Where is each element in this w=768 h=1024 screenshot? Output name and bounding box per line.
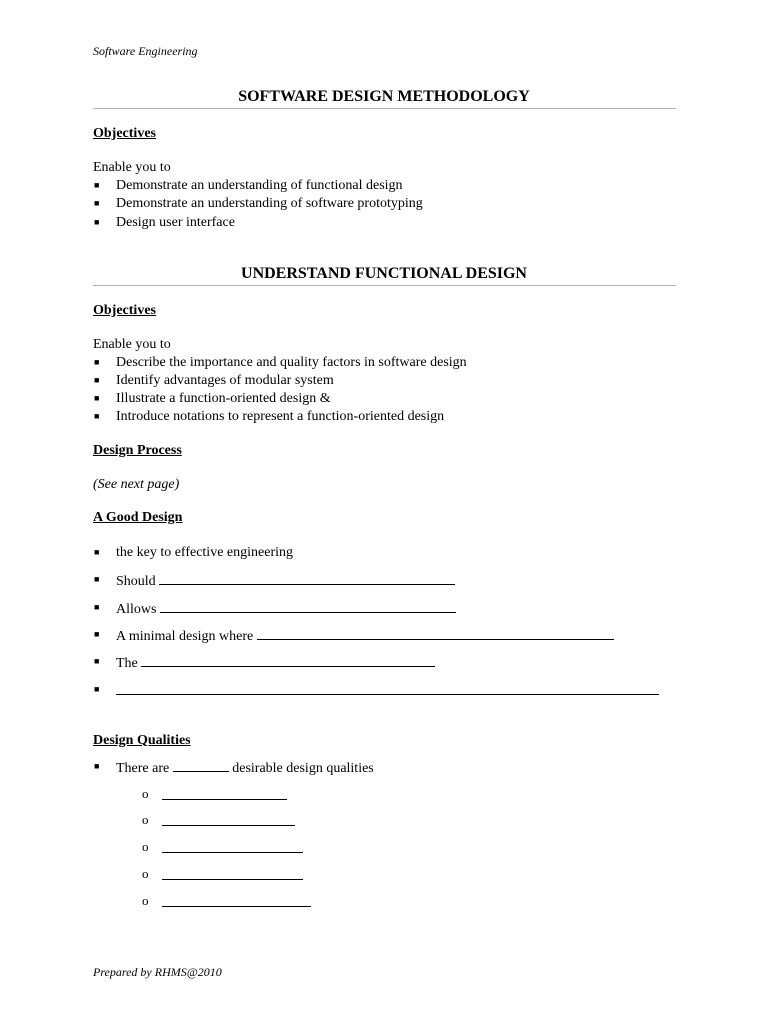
fill-in-blank bbox=[162, 840, 303, 853]
quality-blank-item bbox=[162, 787, 287, 805]
objective-item: Design user interface bbox=[116, 215, 235, 230]
objective-item: Illustrate a function-oriented design & bbox=[116, 391, 331, 406]
good-design-item: A minimal design where bbox=[116, 627, 614, 645]
qualities-intro: There are desirable design qualities bbox=[116, 761, 374, 776]
bullet-icon: ■ bbox=[94, 180, 100, 190]
good-design-heading: A Good Design bbox=[93, 510, 183, 525]
design-qualities-heading: Design Qualities bbox=[93, 733, 191, 748]
bullet-icon: ■ bbox=[94, 602, 100, 612]
objectives-heading-1: Objectives bbox=[93, 126, 156, 141]
bullet-icon: ■ bbox=[94, 656, 100, 666]
title-rule-1 bbox=[93, 108, 676, 109]
fill-in-blank bbox=[141, 654, 435, 667]
bullet-icon: ■ bbox=[94, 375, 100, 385]
circle-bullet-icon: o bbox=[142, 786, 149, 801]
fill-in-blank bbox=[162, 894, 311, 907]
bullet-icon: ■ bbox=[94, 547, 100, 557]
running-header: Software Engineering bbox=[93, 44, 198, 58]
circle-bullet-icon: o bbox=[142, 866, 149, 881]
fill-in-blank bbox=[116, 682, 659, 695]
objectives-intro-2: Enable you to bbox=[93, 337, 171, 352]
page-footer: Prepared by RHMS@2010 bbox=[93, 965, 222, 979]
objective-item: Demonstrate an understanding of functional design bbox=[116, 178, 403, 193]
quality-blank-item bbox=[162, 813, 295, 831]
fill-in-blank bbox=[162, 813, 295, 826]
bullet-icon: ■ bbox=[94, 684, 100, 694]
title-rule-2 bbox=[93, 285, 676, 286]
quality-blank-item bbox=[162, 840, 303, 858]
fill-in-blank bbox=[162, 867, 303, 880]
bullet-icon: ■ bbox=[94, 629, 100, 639]
good-design-item: the key to effective engineering bbox=[116, 545, 293, 560]
fill-in-blank bbox=[160, 600, 456, 613]
circle-bullet-icon: o bbox=[142, 812, 149, 827]
good-design-item: The bbox=[116, 654, 435, 672]
good-design-item bbox=[116, 682, 659, 700]
circle-bullet-icon: o bbox=[142, 839, 149, 854]
bullet-icon: ■ bbox=[94, 574, 100, 584]
objective-item: Describe the importance and quality factors in software design bbox=[116, 355, 467, 370]
quality-blank-item bbox=[162, 894, 311, 912]
circle-bullet-icon: o bbox=[142, 893, 149, 908]
fill-in-blank bbox=[173, 759, 229, 772]
fill-in-blank bbox=[162, 787, 287, 800]
bullet-icon: ■ bbox=[94, 761, 100, 771]
quality-blank-item bbox=[162, 867, 303, 885]
section-title-2: UNDERSTAND FUNCTIONAL DESIGN bbox=[241, 265, 527, 282]
design-process-note: (See next page) bbox=[93, 477, 180, 492]
objective-item: Demonstrate an understanding of software prototyping bbox=[116, 196, 423, 211]
objectives-intro-1: Enable you to bbox=[93, 160, 171, 175]
bullet-icon: ■ bbox=[94, 411, 100, 421]
bullet-icon: ■ bbox=[94, 198, 100, 208]
bullet-icon: ■ bbox=[94, 217, 100, 227]
section-title-1: SOFTWARE DESIGN METHODOLOGY bbox=[238, 88, 530, 105]
design-process-heading: Design Process bbox=[93, 443, 182, 458]
fill-in-blank bbox=[257, 627, 614, 640]
bullet-icon: ■ bbox=[94, 393, 100, 403]
objective-item: Identify advantages of modular system bbox=[116, 373, 334, 388]
objectives-heading-2: Objectives bbox=[93, 303, 156, 318]
fill-in-blank bbox=[159, 572, 455, 585]
bullet-icon: ■ bbox=[94, 357, 100, 367]
good-design-item: Should bbox=[116, 572, 455, 590]
objective-item: Introduce notations to represent a function-oriented design bbox=[116, 409, 445, 424]
good-design-item: Allows bbox=[116, 600, 456, 618]
